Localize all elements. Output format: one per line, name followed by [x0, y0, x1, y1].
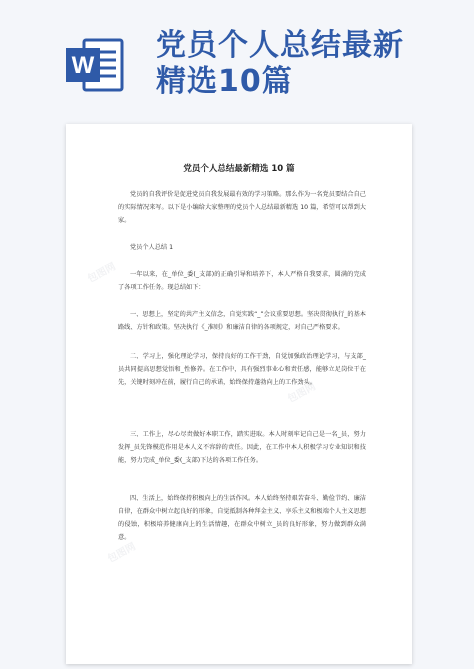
title-line-1: 党员个人总结最新	[156, 28, 404, 63]
body-paragraph: 四、生活上，始终保持积极向上的生活作风。本人始终坚持艰苦奋斗、勤俭节约、廉洁自律，在群众中树立起良好的形象，自觉抵制各种拜金主义、享乐主义和极端个人主义思想的侵蚀，积极培养健康向上的生活情趣，在群众中树立_员的良好形象，努力做到群众满意。	[118, 495, 366, 541]
title-line-2: 精选10篇	[156, 64, 293, 99]
body-paragraph: 二、学习上，强化理论学习，保持良好的工作干劲，自觉加强政治理论学习，与支部_员共同提高思想觉悟和_性修养。在工作中，具有强烈事业心和责任感，能够立足岗位干在先，关键时刻冲在前，履行自己的承诺，始终保持蓬勃向上的工作劲头。	[118, 353, 366, 386]
watermark: 包图网	[286, 381, 318, 406]
word-document-icon	[64, 34, 126, 96]
header-banner	[0, 0, 474, 118]
section-heading: 党员个人总结 1	[130, 244, 174, 251]
svg-text:W: W	[71, 52, 95, 79]
intro-paragraph: 党员的自我评价是促进党员自我发展最有效的学习策略。那么作为一名党员要结合自己的实际情况来写。以下是小编给大家整理的党员个人总结最新精选 10 篇，希望可以帮到大家。	[118, 191, 366, 224]
document-title: 党员个人总结最新精选 10 篇	[183, 164, 295, 174]
body-paragraph: 一年以来，在_单位_委(_支部)的正确引导和培养下，本人严格自我要求，圆满的完成了各项工作任务。现总结如下：	[118, 271, 366, 291]
page-title	[156, 28, 466, 100]
document-page	[66, 124, 412, 664]
body-paragraph: 三、工作上，尽心尽责做好本职工作，踏实进取。本人时刻牢记自己是一名_员，努力发挥_员先锋模范作用是本人义不容辞的责任。因此，在工作中本人积极学习专业知识和技能，努力完成_单位_委(_支部)下达的各项工作任务。	[118, 431, 366, 464]
body-paragraph: 一、思想上，坚定的共产主义信念，自觉实践“_”会议重要思想。坚决贯彻执行_的基本路线、方针和政策。坚决执行《_准则》和廉洁自律的各项规定，对自己严格要求。	[118, 311, 366, 331]
watermark: 包图网	[86, 261, 118, 286]
watermark: 包图网	[106, 541, 138, 566]
